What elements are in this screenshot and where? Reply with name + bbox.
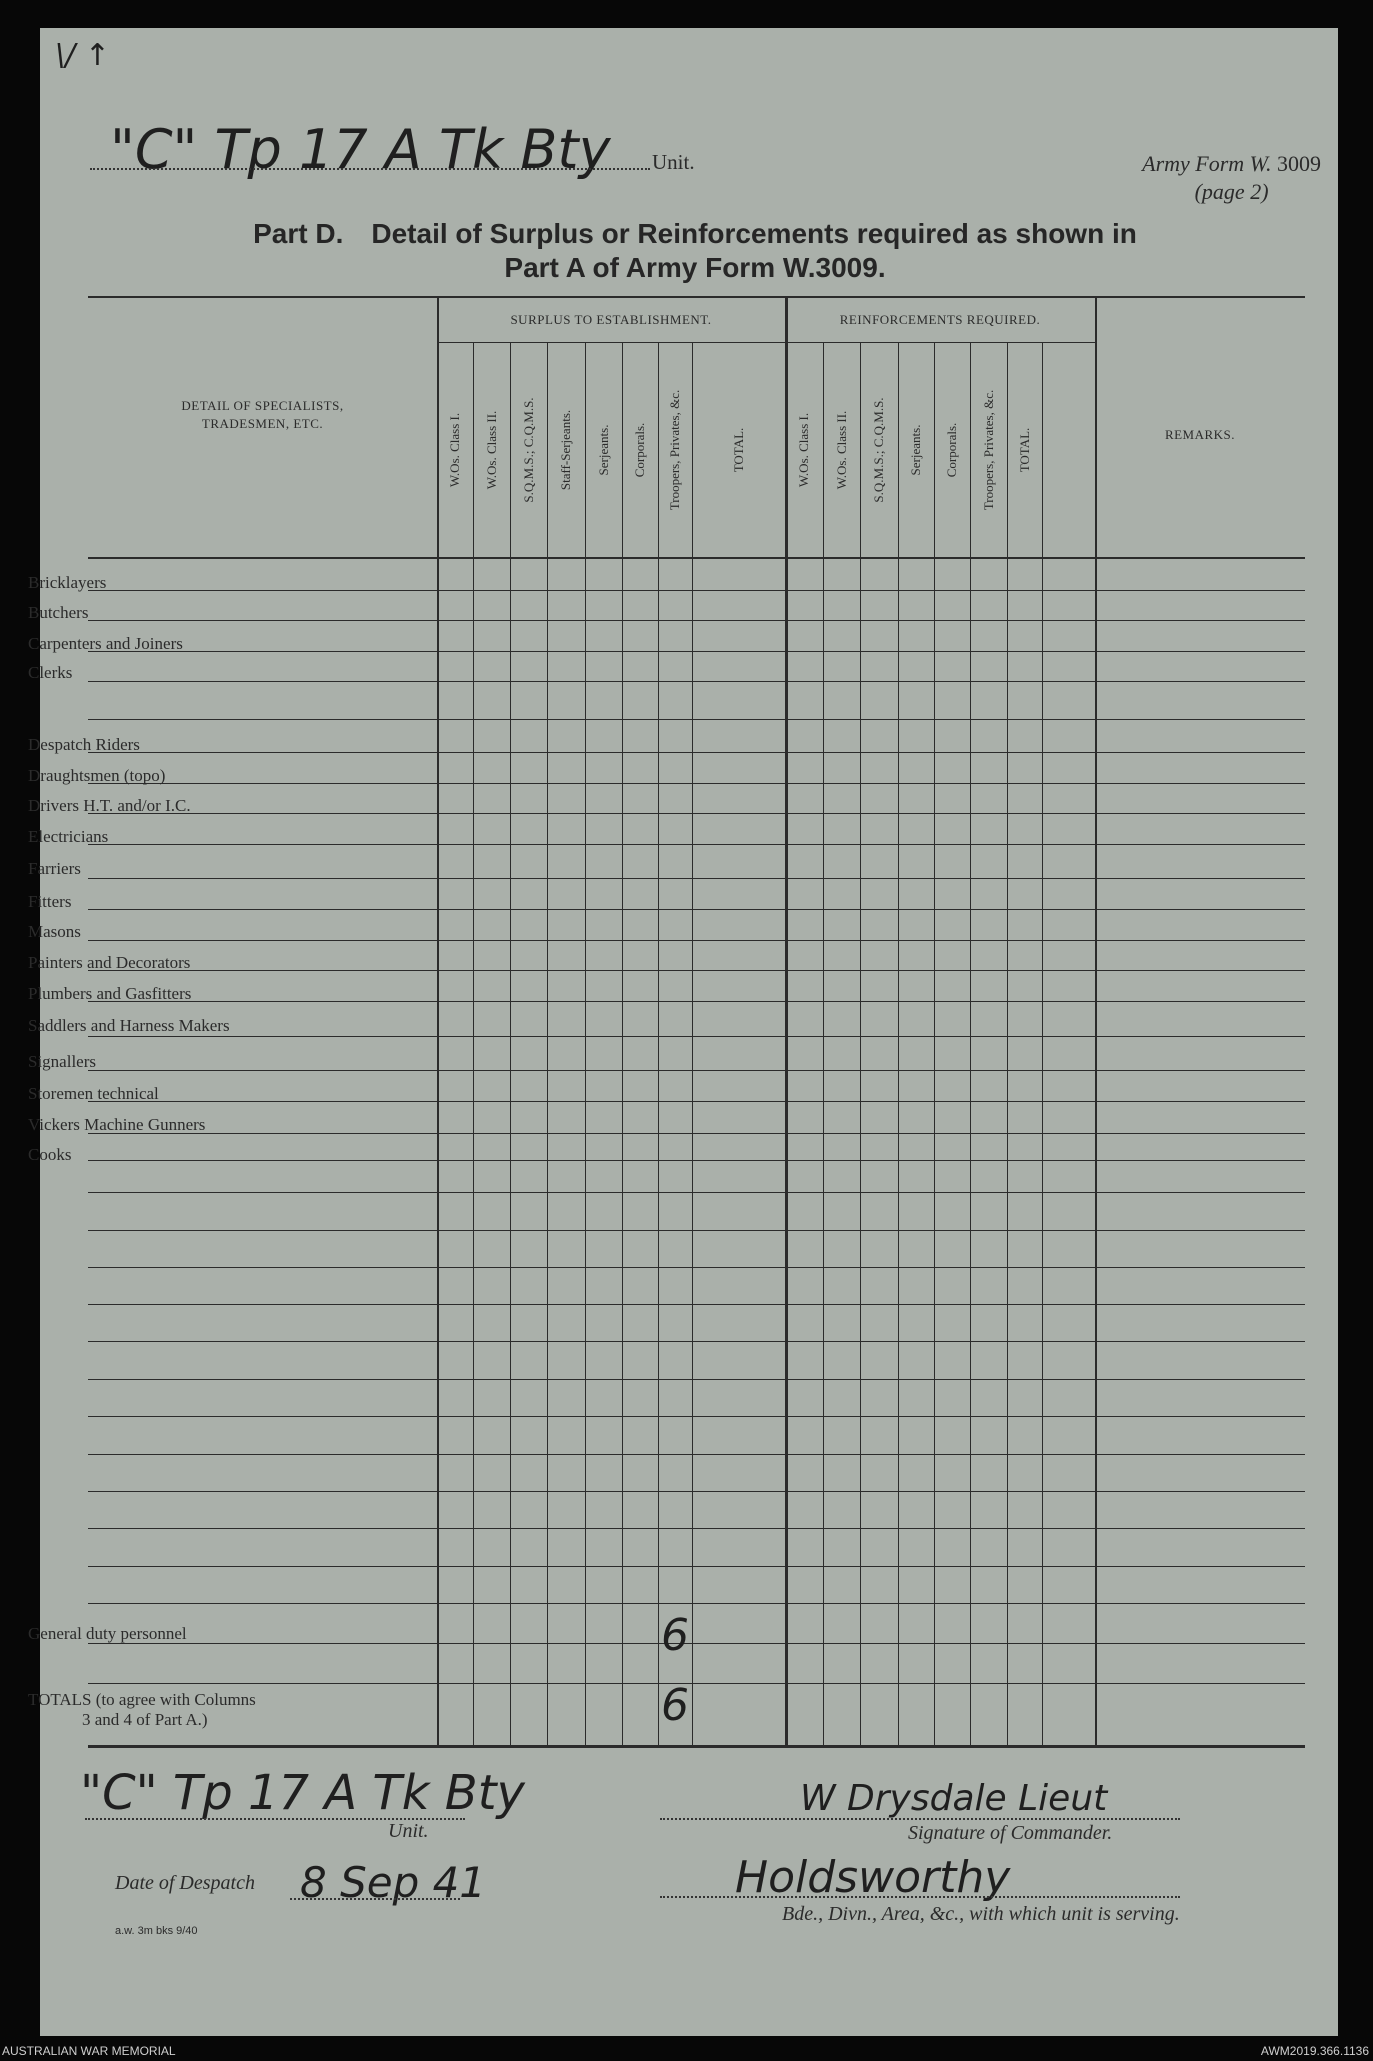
row-rule [88, 651, 1305, 652]
date-dotted-line [290, 1898, 460, 1900]
surplus-col-header: Serjeants. [595, 424, 611, 476]
row-label: Fitters [28, 892, 72, 911]
signature-label: Signature of Commander. [908, 1822, 1113, 1844]
reinforcement-col-header: S.Q.M.S.; C.Q.M.S. [871, 397, 886, 503]
reinforcement-col-header: TOTAL. [1016, 427, 1032, 473]
row-label: Carpenters and Joiners [28, 634, 183, 653]
row-label: Saddlers and Harness Makers [28, 1016, 230, 1035]
row-label: Painters and Decorators [28, 953, 191, 972]
header-bottom-rule [88, 557, 1305, 559]
reinforcement-col-header: Troopers, Privates, &c. [980, 389, 996, 511]
unit-handwritten-bottom: "C" Tp 17 A Tk Bty [80, 1765, 525, 1821]
surplus-column-rule [585, 342, 586, 1745]
row-rule [88, 1267, 1305, 1268]
row-label: Farriers [28, 859, 81, 878]
row-rule [88, 1101, 1305, 1102]
row-rule [88, 970, 1305, 971]
surplus-col-header: W.Os. Class I. [447, 412, 462, 488]
unit-label-bottom: Unit. [388, 1820, 429, 1842]
row-label: Cooks [28, 1145, 72, 1164]
surplus-column-rule [622, 342, 623, 1745]
row-rule [88, 1001, 1305, 1002]
row-rule [88, 620, 1305, 621]
surplus-col-header: Staff-Serjeants. [558, 409, 573, 491]
totals-label-2: 3 and 4 of Part A.) [82, 1710, 208, 1729]
table-top-rule [88, 296, 1305, 298]
archive-label-right: AWM2019.366.1136 [1260, 2044, 1369, 2058]
row-label: Drivers H.T. and/or I.C. [28, 796, 191, 815]
print-code: a.w. 3m bks 9/40 [115, 1925, 198, 1937]
row-rule [88, 1070, 1305, 1071]
group-header-rule [437, 342, 1095, 343]
reinforcements-header: REINFORCEMENTS REQUIRED. [839, 312, 1041, 327]
row-rule [88, 1528, 1305, 1529]
row-rule [88, 1036, 1305, 1037]
location-dotted-line [660, 1896, 1180, 1898]
row-rule [88, 1133, 1305, 1134]
row-rule [88, 590, 1305, 591]
reinforcement-column-rule [823, 342, 824, 1745]
row-label: Clerks [28, 663, 73, 682]
handwritten-mark: \/ ↑ [55, 38, 110, 73]
reinforcement-column-rule [934, 342, 935, 1745]
form-title [215, 217, 1175, 285]
row-rule [88, 1192, 1305, 1193]
reinforcement-col-header: Serjeants. [908, 424, 923, 476]
row-rule [88, 1491, 1305, 1492]
unit-handwritten-top: "C" Tp 17 A Tk Bty [110, 118, 611, 181]
row-label: Electricians [28, 827, 109, 846]
row-label: Vickers Machine Gunners [28, 1115, 206, 1134]
row-rule [88, 1643, 1305, 1644]
reinforcement-column-rule [1042, 342, 1043, 1745]
row-label: Masons [28, 922, 81, 941]
signature-dotted-line [660, 1818, 1180, 1820]
surplus-column-rule [692, 342, 693, 1745]
row-label: Butchers [28, 603, 89, 622]
date-of-despatch-label: Date of Despatch [115, 1872, 255, 1894]
detail-header-2: TRADESMEN, ETC. [201, 416, 324, 431]
general-duty-value: 6 [661, 1610, 689, 1661]
row-rule [88, 813, 1305, 814]
row-rule [88, 1566, 1305, 1567]
row-rule [88, 1379, 1305, 1380]
row-rule [88, 940, 1305, 941]
reinforcement-column-rule [898, 342, 899, 1745]
army-form-text: Army Form W. [1142, 151, 1272, 176]
row-rule [88, 1454, 1305, 1455]
totals-label-1: TOTALS (to agree with Columns [28, 1690, 256, 1709]
surplus-col-header: Corporals. [632, 422, 647, 478]
row-label: Storemen technical [28, 1084, 159, 1103]
surplus-header: SURPLUS TO ESTABLISHMENT. [510, 312, 712, 327]
reinforcement-col-header: W.Os. Class I. [796, 412, 811, 488]
surplus-col-header: S.Q.M.S.; C.Q.M.S. [520, 397, 536, 503]
location-value: Holdsworthy [735, 1852, 1011, 1903]
title-line1: Detail of Surplus or Reinforcements required as shown in [371, 218, 1137, 249]
general-duty-label: General duty personnel [28, 1624, 187, 1643]
row-rule [88, 878, 1305, 879]
reinforcement-column-rule [970, 342, 971, 1745]
army-form-number: 3009 [1277, 151, 1321, 176]
surplus-col-header: TOTAL. [730, 427, 746, 473]
surplus-column-rule [473, 342, 474, 1745]
row-rule [88, 1160, 1305, 1161]
surplus-column-rule [510, 342, 511, 1745]
unit-label-top: Unit. [652, 150, 695, 174]
reinforcement-col-header: W.Os. Class II. [833, 410, 849, 490]
form-paper [40, 28, 1338, 2036]
row-label: Plumbers and Gasfitters [28, 984, 192, 1003]
surplus-column-rule [547, 342, 548, 1745]
location-label: Bde., Divn., Area, &c., with which unit is serving. [782, 1903, 1180, 1925]
row-rule [88, 1304, 1305, 1305]
row-rule [88, 1416, 1305, 1417]
reinforcement-column-rule [1007, 342, 1008, 1745]
row-label: Bricklayers [28, 573, 107, 592]
row-rule [88, 783, 1305, 784]
army-form-label [1142, 150, 1321, 206]
row-rule [88, 752, 1305, 753]
page-label: (page 2) [1194, 179, 1269, 204]
detail-header-1: DETAIL OF SPECIALISTS, [181, 398, 344, 413]
surplus-col-header: Troopers, Privates, &c. [667, 389, 682, 511]
date-of-despatch-value: 8 Sep 41 [300, 1858, 487, 1907]
row-rule [88, 1341, 1305, 1342]
row-rule [88, 909, 1305, 910]
reinforcement-column-rule [860, 342, 861, 1745]
row-rule [88, 719, 1305, 720]
totals-value: 6 [661, 1680, 689, 1731]
surplus-col-header: W.Os. Class II. [483, 410, 499, 490]
title-part: Part D. [253, 218, 344, 249]
reinforcement-col-header: Corporals. [944, 422, 959, 478]
row-label: Draughtsmen (topo) [28, 766, 166, 785]
remarks-header: REMARKS. [1164, 427, 1236, 442]
row-rule [88, 1230, 1305, 1231]
row-label: Despatch Riders [28, 735, 140, 754]
row-rule [88, 1683, 1305, 1684]
unit-dotted-line [90, 168, 650, 170]
commander-signature: W Drysdale Lieut [800, 1778, 1108, 1819]
row-rule [88, 1603, 1305, 1604]
title-line2: Part A of Army Form W.3009. [504, 252, 886, 283]
row-label: Signallers [28, 1052, 96, 1071]
surplus-column-rule [658, 342, 659, 1745]
table-bottom-rule [88, 1745, 1305, 1748]
archive-label-left: AUSTRALIAN WAR MEMORIAL [2, 2044, 176, 2058]
row-rule [88, 844, 1305, 845]
row-rule [88, 681, 1305, 682]
